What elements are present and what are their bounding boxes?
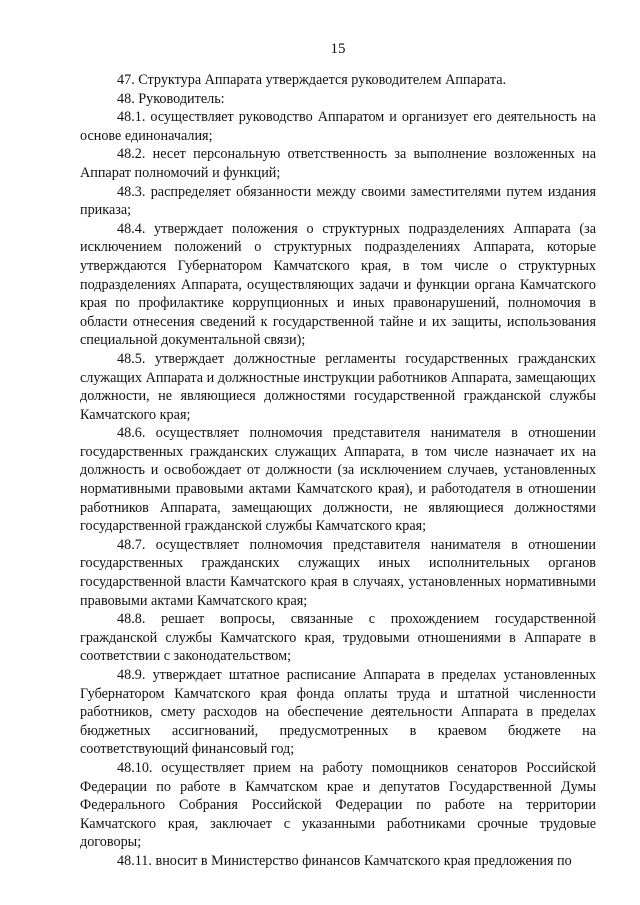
- paragraph-48-3: 48.3. распределяет обязанности между своими заместителями путем издания приказа;: [80, 183, 596, 219]
- paragraph-48-4: 48.4. утверждает положения о структурных подразделениях Аппарата (за исключением положений о структурных подразделениях Аппарата, которые утверждаются Губернатором Камчатского края, в том числе о структурных подразделениях Аппарата, осуществляющих задачи и функции органа Камчатского края по профилактике коррупционных и иных правонарушений, полномочия в области отнесения сведений к государственной тайне и их защиты, использования специальной документальной связи);: [80, 220, 596, 349]
- paragraph-48: 48. Руководитель:: [117, 90, 225, 107]
- document-body: [80, 71, 596, 871]
- paragraph-47: 47. Структура Аппарата утверждается руководителем Аппарата.: [117, 72, 507, 88]
- document-page: [80, 0, 596, 905]
- paragraph-48-11: 48.11. вносит в Министерство финансов Камчатского края предложения по: [117, 852, 572, 869]
- paragraph-48-7: 48.7. осуществляет полномочия представителя нанимателя в отношении государственных гражданских служащих иных исполнительных органов государственной власти Камчатского края в случаях, установленных нормативными правовыми актами Камчатского края;: [80, 536, 596, 609]
- paragraph-48-1: 48.1. осуществляет руководство Аппаратом и организует его деятельность на основе единоначалия;: [80, 109, 596, 144]
- paragraph-48-6: 48.6. осуществляет полномочия представителя нанимателя в отношении государственных гражданских служащих Аппарата, в том числе назначает их на должность и освобождает от должности (за исключением случаев, установленных нормативными правовыми актами Камчатского края), и работодателя в отношении работников Аппарата, замещающих должности, не являющиеся должностями государственной гражданской службы Камчатского края;: [80, 425, 596, 535]
- paragraph-48-10: 48.10. осуществляет прием на работу помощников сенаторов Российской Федерации по работе в Камчатском крае и депутатов Государственной Думы Федерального Собрания Российской Федерации по работе на территории Камчатского края, заключает с указанными работниками срочные трудовые договоры;: [80, 759, 596, 851]
- page-number: 15: [330, 41, 346, 57]
- paragraph-48-8: 48.8. решает вопросы, связанные с прохождением государственной гражданской службы Камчатского края, трудовыми отношениями в Аппарате в соответствии с законодательством;: [80, 611, 596, 665]
- paragraph-48-2: 48.2. несет персональную ответственность за выполнение возложенных на Аппарат полномочий и функций;: [80, 146, 596, 181]
- paragraph-48-5: 48.5. утверждает должностные регламенты государственных гражданских служащих Аппарата и должностные инструкции работников Аппарата, замещающих должности, не являющиеся должностями государственной гражданской службы Камчатского края;: [80, 350, 596, 423]
- paragraph-48-9: 48.9. утверждает штатное расписание Аппарата в пределах установленных Губернатором Камчатского края фонда оплаты труда и штатной численности работников, смету расходов на обеспечение деятельности Аппарата в пределах бюджетных ассигнований, предусмотренных в краевом бюджете на соответствующий финансовый год;: [80, 667, 596, 758]
